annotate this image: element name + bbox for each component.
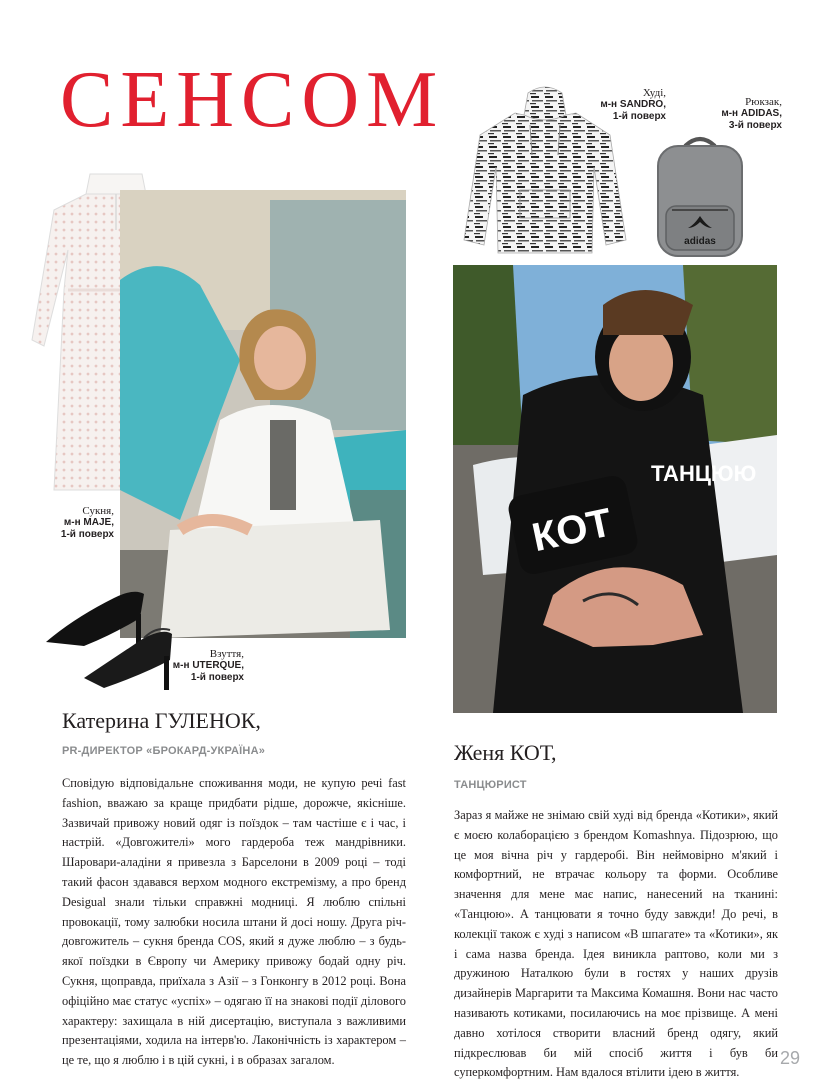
page-headline: СЕНСОМ bbox=[60, 56, 445, 144]
backpack-logo-text: adidas bbox=[684, 236, 716, 247]
hoodie-floor: 1-й поверх bbox=[612, 111, 666, 122]
dress-store: м-н MAJE, bbox=[63, 517, 114, 528]
person-right-text: Зараз я майже не знімаю свій худі від бренда «Котики», який є моєю колаборацією з брендом Komashnya. Підозрюю, що це моя вічна річ у гардеробі. Він неймовірно м'який і комфортний, не втрачає кольору та форми. Особливе значення для мене має напис, нанесений на тканині: «Танцюю». А танцювати я точно буду завжди! До речі, в колекції також є худі з написом «В шпагате» та «Котики», як і сама назва бренда. Ідея виникла раптово, коли ми з дружиною Наталкою були в гостях у наших друзів дизайнерів Маргарити та Максима Комашня. Вони нас часто називають котиками, посилаючись на моє прізвище. А мені давно хотілося створити власний бренд одягу, який підкреслював би мій спосіб життя і був би суперкомфортним. Нам вдалося втілити ідею в життя. bbox=[454, 808, 778, 1080]
hoodie-caption bbox=[570, 87, 666, 123]
person-right-role: ТАНЦЮРИСТ bbox=[454, 779, 527, 791]
backpack-floor: 3-й поверх bbox=[728, 120, 782, 131]
shoes-store: м-н UTERQUE, bbox=[172, 660, 244, 671]
dress-floor: 1-й поверх bbox=[60, 529, 114, 540]
backpack-store: м-н ADIDAS, bbox=[721, 108, 782, 119]
dress-item: Сукня, bbox=[82, 505, 114, 517]
photo-katerina bbox=[120, 190, 406, 638]
person-left-role: PR-ДИРЕКТОР «БРОКАРД-УКРАЇНА» bbox=[62, 745, 266, 757]
hoodie-item: Худі, bbox=[642, 87, 666, 99]
chest-print: ТАНЦЮЮ bbox=[651, 461, 757, 486]
person-right-name: Женя КОТ, bbox=[454, 740, 557, 765]
backpack-image bbox=[650, 132, 750, 260]
page-number: 29 bbox=[779, 1048, 800, 1068]
person-left-text: Сповідую відповідальне споживання моди, не купую речі fast fashion, вважаю за краще придбати рідше, дорожче, якісніше. Зазвичай привожу новий одяг із поїздок – там частіше є і час, і настрій. «Довгожителі» мого гардероба теж мандрівники. Шаровари-аладіни я привезла з Барселони в 2009 році – тоді такий фасон здавався верхом модного екстремізму, а про бренд Desigual знали тільки справжні модниці. Я люблю спільні провокації, тому залюбки носила штани й досі ношу. Друга річ-довгожитель – сукня бренда COS, який я дуже люблю – з будь-якої поїздки в Європу чи Америку привожу бодай одну річ. Сукня, щоправда, приїхала з Азії – з Гонконгу в 2012 році. Вона офіційно має статус «успіх» – одягаю її на знакові події ділового характеру: захищала в ній дисертацію, виступала з важливими презентаціями, ходила на інтерв'ю. Лаконічність із характером – це те, що я люблю і в цій сукні, і в образах загалом. bbox=[62, 776, 406, 1068]
shoes-caption bbox=[150, 648, 244, 684]
hoodie-store: м-н SANDRO, bbox=[600, 99, 666, 110]
sleeve-print: КОТ bbox=[528, 500, 616, 561]
photo-zhenya bbox=[453, 265, 777, 713]
shoes-item: Взуття, bbox=[209, 648, 244, 660]
shoes-floor: 1-й поверх bbox=[190, 672, 244, 683]
backpack-item: Рюкзак, bbox=[745, 96, 782, 108]
person-left-name: Катерина ГУЛЕНОК, bbox=[62, 708, 261, 733]
dress-caption bbox=[20, 505, 114, 541]
backpack-caption bbox=[690, 96, 782, 132]
